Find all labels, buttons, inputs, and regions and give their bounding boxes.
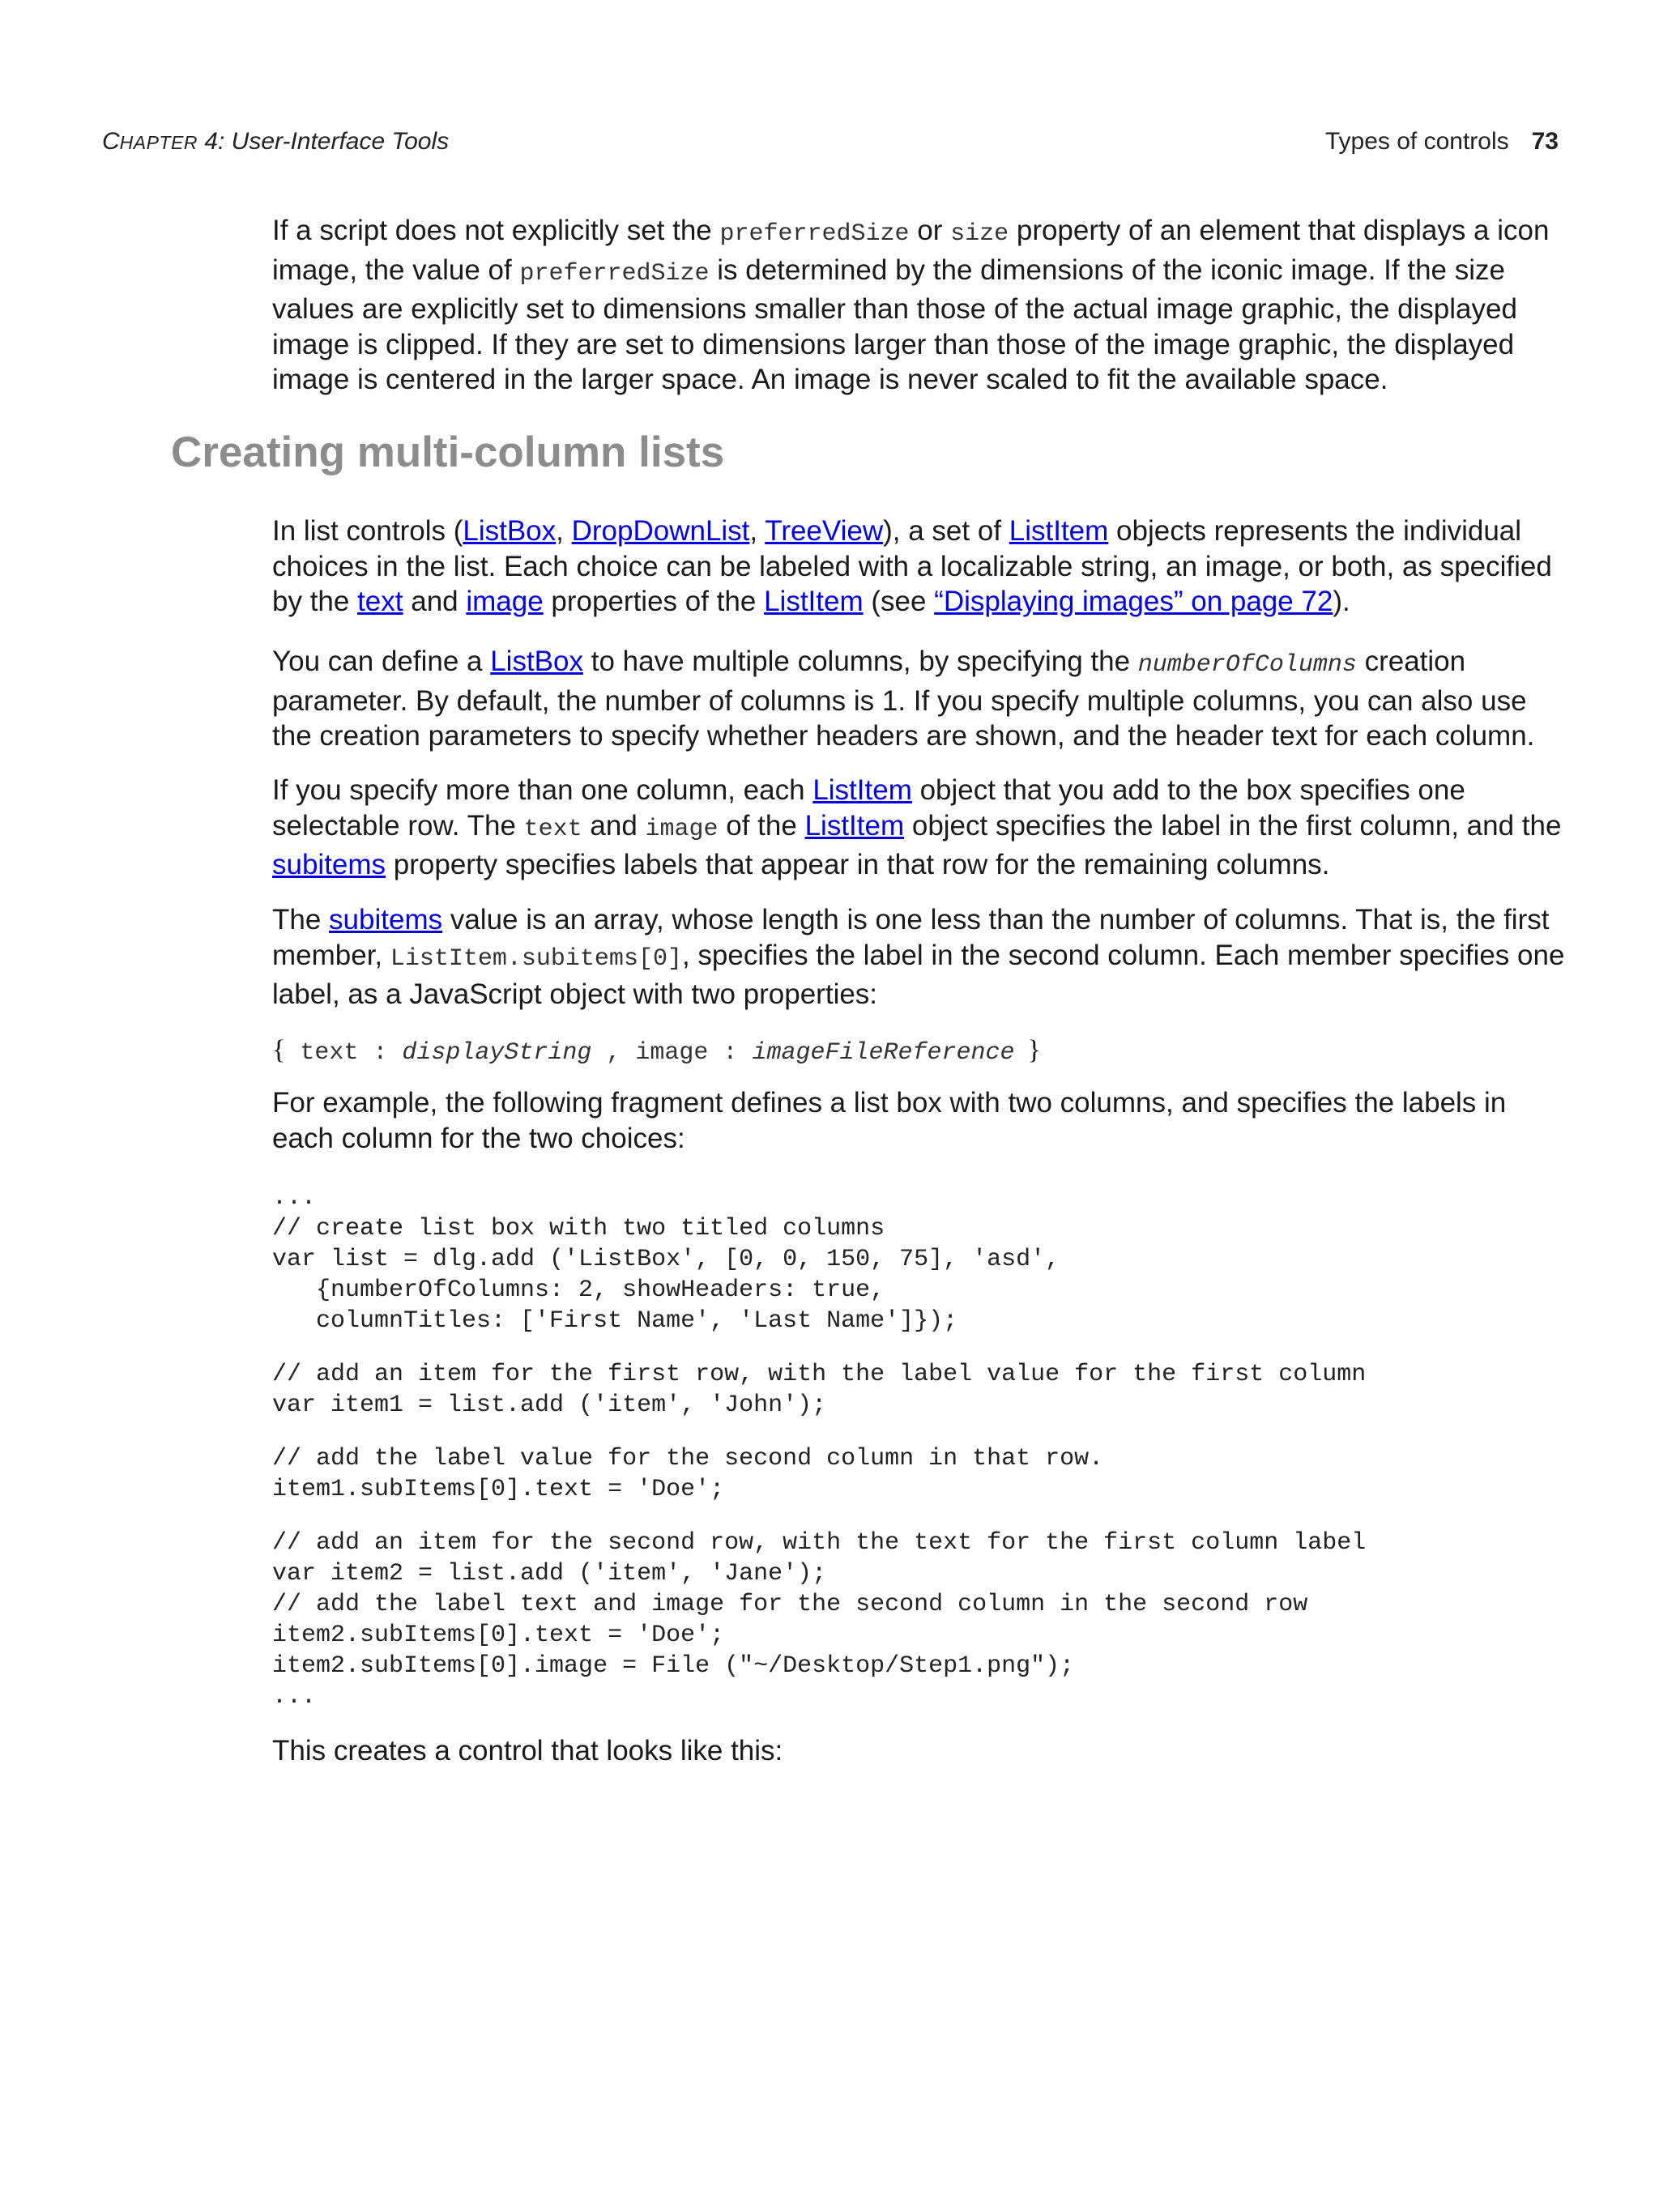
paragraph-listitem-rows: [272, 773, 1568, 883]
text: to have multiple columns, by specifying the: [583, 646, 1138, 677]
paragraph: [272, 213, 1568, 398]
text: , specifies the label in the second column. Each member specifies one label, as a JavaScript object with two properties:: [272, 939, 1565, 1010]
text: property of an element that displays a icon image, the value of: [272, 215, 1550, 286]
paragraph-multiple-columns: [272, 644, 1568, 754]
link-treeview[interactable]: TreeView: [765, 515, 884, 547]
code-text: text: [523, 815, 582, 843]
brace-open: {: [272, 1035, 286, 1065]
chapter-prefix-smallcaps: HAPTER: [119, 132, 198, 153]
text: ,: [749, 515, 766, 547]
text: and: [403, 586, 467, 617]
text: If a script does not explicitly set the: [272, 215, 720, 246]
text: properties of the: [543, 586, 765, 617]
code-text-key: text :: [285, 1039, 403, 1067]
link-subitems[interactable]: subitems: [329, 904, 443, 936]
paragraph: [272, 514, 1568, 620]
paragraph: This creates a control that looks like this:: [272, 1735, 783, 1767]
code-listing: // add an item for the second row, with the text for the first column label var item2 = list.add ('item', 'Jane'); // add the label text and image for the second column in the second row item2.subItems[0].text = 'Doe'; item2.subItems[0].image = File ("~/Desktop/Step1.png"); ...: [272, 1529, 1367, 1711]
code-display-string: displayString: [402, 1039, 592, 1067]
link-displaying-images[interactable]: “Displaying images” on page 72: [934, 586, 1333, 617]
intro-paragraph: [272, 213, 1568, 398]
section-name: Types of controls: [1324, 128, 1509, 155]
code-image-file-reference: imageFileReference: [752, 1039, 1015, 1067]
text: The: [272, 904, 330, 936]
text: (see: [863, 586, 935, 617]
paragraph: [272, 773, 1568, 883]
code-preferred-size: preferredSize: [519, 259, 710, 288]
code-block-4: [272, 1528, 1568, 1712]
syntax-line: [272, 1035, 1568, 1067]
paragraph: For example, the following fragment defines a list box with two columns, and specifies the labels in each column for the two choices:: [272, 1087, 1507, 1154]
code-block-1: [272, 1183, 1568, 1336]
link-listitem[interactable]: ListItem: [764, 586, 864, 617]
link-subitems[interactable]: subitems: [272, 849, 386, 880]
link-listitem[interactable]: ListItem: [1009, 515, 1109, 547]
link-listbox[interactable]: ListBox: [490, 646, 583, 677]
code-preferred-size: preferredSize: [719, 220, 910, 248]
link-listitem[interactable]: ListItem: [804, 809, 905, 842]
paragraph-example: [272, 1085, 1568, 1156]
text: ,: [556, 515, 572, 547]
link-image[interactable]: image: [466, 586, 544, 617]
text: object that you add to the box specifies one selectable row. The: [272, 774, 1465, 842]
text: object specifies the label in the first column, and the: [904, 809, 1562, 842]
text: If you specify more than one column, each: [272, 774, 813, 806]
page-number: 73: [1531, 128, 1559, 155]
text: property specifies labels that appear in that row for the remaining columns.: [386, 849, 1330, 880]
text: and: [582, 809, 646, 842]
code-size: size: [950, 220, 1009, 248]
running-header-section: [1325, 128, 1559, 156]
code-listing: // add the label value for the second column in that row. item1.subItems[0].text = 'Doe';: [272, 1445, 1104, 1503]
section-title: Creating multi-column lists: [171, 428, 725, 476]
code-block-3: [272, 1443, 1568, 1505]
text: creation parameter. By default, the number of columns is 1. If you specify multiple columns, you can also use the creation parameters to specify whether headers are shown, and the header text for each column.: [272, 646, 1535, 752]
text: or: [909, 215, 951, 246]
link-listitem[interactable]: ListItem: [812, 774, 912, 806]
code-number-of-columns: numberOfColumns: [1137, 651, 1357, 679]
paragraph: [272, 644, 1568, 754]
chapter-prefix-cap: C: [102, 128, 120, 155]
text: You can define a: [272, 646, 491, 677]
paragraph-list-controls: [272, 514, 1568, 620]
text: value is an array, whose length is one less than the number of columns. That is, the first member,: [272, 904, 1550, 971]
code-listitem-subitems: ListItem.subitems[0]: [390, 944, 682, 973]
running-header-chapter: [102, 128, 449, 156]
brace-close: }: [1027, 1035, 1041, 1065]
paragraph: [272, 902, 1568, 1012]
chapter-title: 4: User-Interface Tools: [197, 128, 450, 155]
paragraph-result: [272, 1733, 1568, 1769]
text: of the: [718, 809, 805, 842]
link-dropdownlist[interactable]: DropDownList: [571, 515, 750, 547]
code-listing: // add an item for the first row, with the label value for the first column var item1 = list.add ('item', 'John');: [272, 1361, 1367, 1419]
text: In list controls (: [272, 515, 463, 547]
text: ).: [1333, 586, 1350, 617]
code-image-key: , image :: [591, 1039, 753, 1067]
paragraph-subitems: [272, 902, 1568, 1012]
link-listbox[interactable]: ListBox: [463, 515, 557, 547]
code-listing: ... // create list box with two titled columns var list = dlg.add ('ListBox', [0, 0, 150, 75], 'asd', {numberOfColumns: 2, showHeaders: true, columnTitles: ['First Name', 'Last Name']});: [272, 1184, 1060, 1335]
link-text[interactable]: text: [357, 586, 403, 617]
text: objects represents the individual choices in the list. Each choice can be labeled with a localizable string, an image, or both, as specified by the: [272, 515, 1552, 617]
text: is determined by the dimensions of the iconic image. If the size values are explicitly set to dimensions smaller than those of the actual image graphic, the displayed image is clipped. If they are set to dimensions larger than those of the image graphic, the displayed image is centered in the larger space. An image is never scaled to fit the available space.: [272, 254, 1517, 395]
code-image: image: [645, 815, 719, 843]
code-block-2: [272, 1359, 1568, 1421]
text: ), a set of: [883, 515, 1009, 547]
